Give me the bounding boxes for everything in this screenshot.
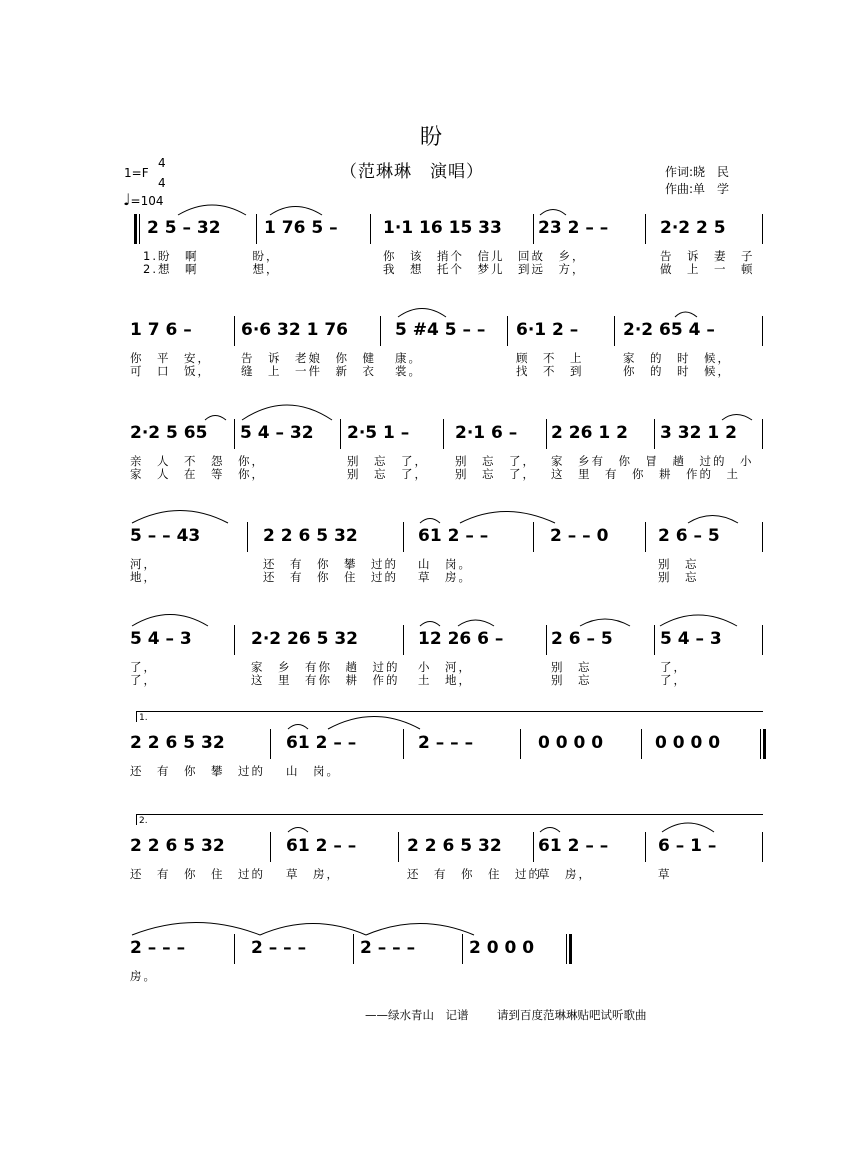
lyric: 别 忘 了， <box>347 467 428 481</box>
barline <box>533 214 534 244</box>
measure: 12 26 6 – <box>418 629 504 649</box>
lyric: 房。 <box>130 969 157 983</box>
barline <box>654 625 655 655</box>
measure: 2 – – – <box>251 938 307 958</box>
barline <box>641 729 642 759</box>
barline <box>380 316 381 346</box>
barline <box>762 522 763 552</box>
time-signature-top: 4 <box>158 156 166 170</box>
barline <box>654 419 655 449</box>
measure: 61 2 – – <box>418 526 489 546</box>
lyric: 找 不 到 <box>516 364 584 378</box>
measure: 2 – – – <box>360 938 416 958</box>
measure: 5 4 – 3 <box>130 629 192 649</box>
barline <box>234 934 235 964</box>
barline <box>546 625 547 655</box>
measure: 2 6 – 5 <box>658 526 720 546</box>
barline <box>762 214 763 244</box>
barline <box>762 625 763 655</box>
volta-number: 1. <box>139 713 148 723</box>
lyric: 可 口 饭， <box>130 364 211 378</box>
measure: 61 2 – – <box>538 836 609 856</box>
lyric: 1.盼 啊 盼， <box>143 249 280 263</box>
lyric: 这 里 有你 耕 作的 <box>251 673 400 687</box>
measure: 6·6 32 1 76 <box>241 320 349 340</box>
measure: 2 – – – <box>130 938 186 958</box>
lyric: 裳。 <box>395 364 422 378</box>
volta-bracket-1 <box>136 711 763 722</box>
lyric: 告 诉 妻 子 <box>660 249 755 263</box>
barline <box>234 316 235 346</box>
barline <box>645 832 646 862</box>
measure: 2·5 1 – <box>347 423 410 443</box>
staff-line-2 <box>0 316 862 426</box>
lyric: 顾 不 上 <box>516 351 584 365</box>
measure: 2 – – – <box>418 733 474 753</box>
measure: 2 – – 0 <box>550 526 609 546</box>
barline <box>520 729 521 759</box>
barline <box>507 316 508 346</box>
measure: 2 0 0 0 <box>469 938 535 958</box>
measure: 0 0 0 0 <box>538 733 604 753</box>
lyric: 还 有 你 攀 过的 <box>130 764 265 778</box>
barline <box>403 625 404 655</box>
lyric: 家 乡 有你 趟 过的 <box>251 660 400 674</box>
lyric: 康。 <box>395 351 422 365</box>
lyric: 别 忘 <box>658 557 699 571</box>
barline <box>533 522 534 552</box>
lyric: 我 想 托个 梦儿 到远 方， <box>383 262 586 276</box>
measure: 23 2 – – <box>538 218 609 238</box>
song-title: 盼 <box>419 125 442 150</box>
measure: 3 32 1 2 <box>660 423 737 443</box>
barline <box>762 832 763 862</box>
measure: 61 2 – – <box>286 836 357 856</box>
barline <box>398 832 399 862</box>
barline <box>443 419 444 449</box>
barline <box>614 316 615 346</box>
lyric: 做 上 一 顿 <box>660 262 755 276</box>
staff-line-7-volta-2 <box>0 814 862 924</box>
lyric: 还 有 你 住 过的 <box>130 867 265 881</box>
barline <box>645 522 646 552</box>
measure: 2·1 6 – <box>455 423 518 443</box>
volta-bracket-2 <box>136 814 763 825</box>
lyric: 了， <box>130 673 157 687</box>
volta-number: 2. <box>139 816 148 826</box>
lyric: 草 <box>658 867 672 881</box>
lyric: 别 忘 <box>658 570 699 584</box>
final-barline-thin <box>566 934 567 964</box>
lyric: 河， <box>130 557 157 571</box>
measure: 2 2 6 5 32 <box>407 836 502 856</box>
measure: 2 6 – 5 <box>551 629 613 649</box>
lyric: 家 乡有 你 冒 趟 过的 小 <box>551 454 754 468</box>
lyric: 别 忘 <box>551 673 592 687</box>
measure: 2 2 6 5 32 <box>130 836 225 856</box>
measure: 1·1 16 15 33 <box>383 218 502 238</box>
measure: 1 7 6 – <box>130 320 192 340</box>
measure: 5 4 – 3 <box>660 629 722 649</box>
lyric: 土 地， <box>418 673 472 687</box>
lyric: 别 忘 了， <box>455 467 536 481</box>
barline <box>370 214 371 244</box>
quarter-note-icon: ♩ <box>123 190 131 209</box>
final-barline-thick <box>569 934 572 964</box>
barline <box>340 419 341 449</box>
lyric: 了， <box>660 673 687 687</box>
lyric: 这 里 有 你 耕 作的 土 <box>551 467 740 481</box>
staff-line-6-volta-1 <box>0 711 862 821</box>
barline <box>256 214 257 244</box>
lyric: 别 忘 了， <box>347 454 428 468</box>
barline <box>247 522 248 552</box>
lyric: 了， <box>660 660 687 674</box>
lyric: 草 房。 <box>418 570 472 584</box>
lyric: 告 诉 老娘 你 健 <box>241 351 376 365</box>
measure: 2·2 65 4 – <box>623 320 715 340</box>
measure: 6·1 2 – <box>516 320 579 340</box>
staff-line-8 <box>0 934 862 1044</box>
barline <box>762 316 763 346</box>
barline <box>403 729 404 759</box>
barline <box>533 832 534 862</box>
barline <box>270 729 271 759</box>
key-signature: 1=F <box>124 166 149 180</box>
barline <box>270 832 271 862</box>
measure: 2 5 – 32 <box>147 218 221 238</box>
lyric: 缝 上 一件 新 衣 <box>241 364 376 378</box>
barline <box>353 934 354 964</box>
lyric: 了， <box>130 660 157 674</box>
listen-note: 请到百度范琳琳贴吧试听歌曲 <box>497 1008 647 1022</box>
lyric: 草 房， <box>286 867 340 881</box>
tempo-marking <box>123 190 164 209</box>
measure: 2 26 1 2 <box>551 423 628 443</box>
transcriber-credit: ——绿水青山 记谱 <box>365 1008 469 1022</box>
repeat-end-bar <box>760 729 761 759</box>
barline <box>403 522 404 552</box>
barline <box>234 419 235 449</box>
lyric: 山 岗。 <box>418 557 472 571</box>
composer-credit: 作曲:单 学 <box>665 182 730 196</box>
lyric: 别 忘 了， <box>455 454 536 468</box>
lyric: 你 该 捎个 信儿 回故 乡， <box>383 249 586 263</box>
staff-line-1 <box>0 214 862 324</box>
lyric: 地， <box>130 570 157 584</box>
measure: 61 2 – – <box>286 733 357 753</box>
lyric: 家 的 时 候， <box>623 351 731 365</box>
measure: 0 0 0 0 <box>655 733 721 753</box>
tempo-value: =104 <box>130 194 164 208</box>
measure: 5 #4 5 – – <box>395 320 486 340</box>
lyric: 还 有 你 住 过的 <box>263 570 398 584</box>
measure: 2 2 6 5 32 <box>263 526 358 546</box>
lyric: 你 平 安， <box>130 351 211 365</box>
barline <box>234 625 235 655</box>
repeat-end-boldbar <box>763 729 766 759</box>
barline <box>546 419 547 449</box>
lyric: 别 忘 <box>551 660 592 674</box>
measure: 2·2 5 65 <box>130 423 208 443</box>
lyric: 家 人 在 等 你， <box>130 467 265 481</box>
lyric: 小 河， <box>418 660 472 674</box>
measure: 2 2 6 5 32 <box>130 733 225 753</box>
measure: 1 76 5 – <box>264 218 338 238</box>
lyric: 亲 人 不 怨 你， <box>130 454 265 468</box>
barline <box>762 419 763 449</box>
lyric: 还 有 你 住 过的 <box>407 867 542 881</box>
lyric: 山 岗。 <box>286 764 340 778</box>
repeat-start-bar <box>134 214 137 244</box>
lyric: 2.想 啊 想， <box>143 262 280 276</box>
lyric: 你 的 时 候， <box>623 364 731 378</box>
song-subtitle: （范琳琳 演唱） <box>340 162 484 182</box>
measure: 2·2 26 5 32 <box>251 629 359 649</box>
lyricist-credit: 作词:晓 民 <box>665 165 730 179</box>
measure: 5 4 – 32 <box>240 423 314 443</box>
time-signature-bottom: 4 <box>158 176 166 190</box>
staff-line-3 <box>0 419 862 529</box>
measure: 2·2 2 5 <box>660 218 726 238</box>
barline <box>462 934 463 964</box>
measure: 6 – 1 – <box>658 836 717 856</box>
barline <box>645 214 646 244</box>
lyric: 还 有 你 攀 过的 <box>263 557 398 571</box>
lyric: 草 房， <box>538 867 592 881</box>
measure: 5 – – 43 <box>130 526 201 546</box>
staff-line-4 <box>0 522 862 632</box>
barline <box>139 214 140 244</box>
